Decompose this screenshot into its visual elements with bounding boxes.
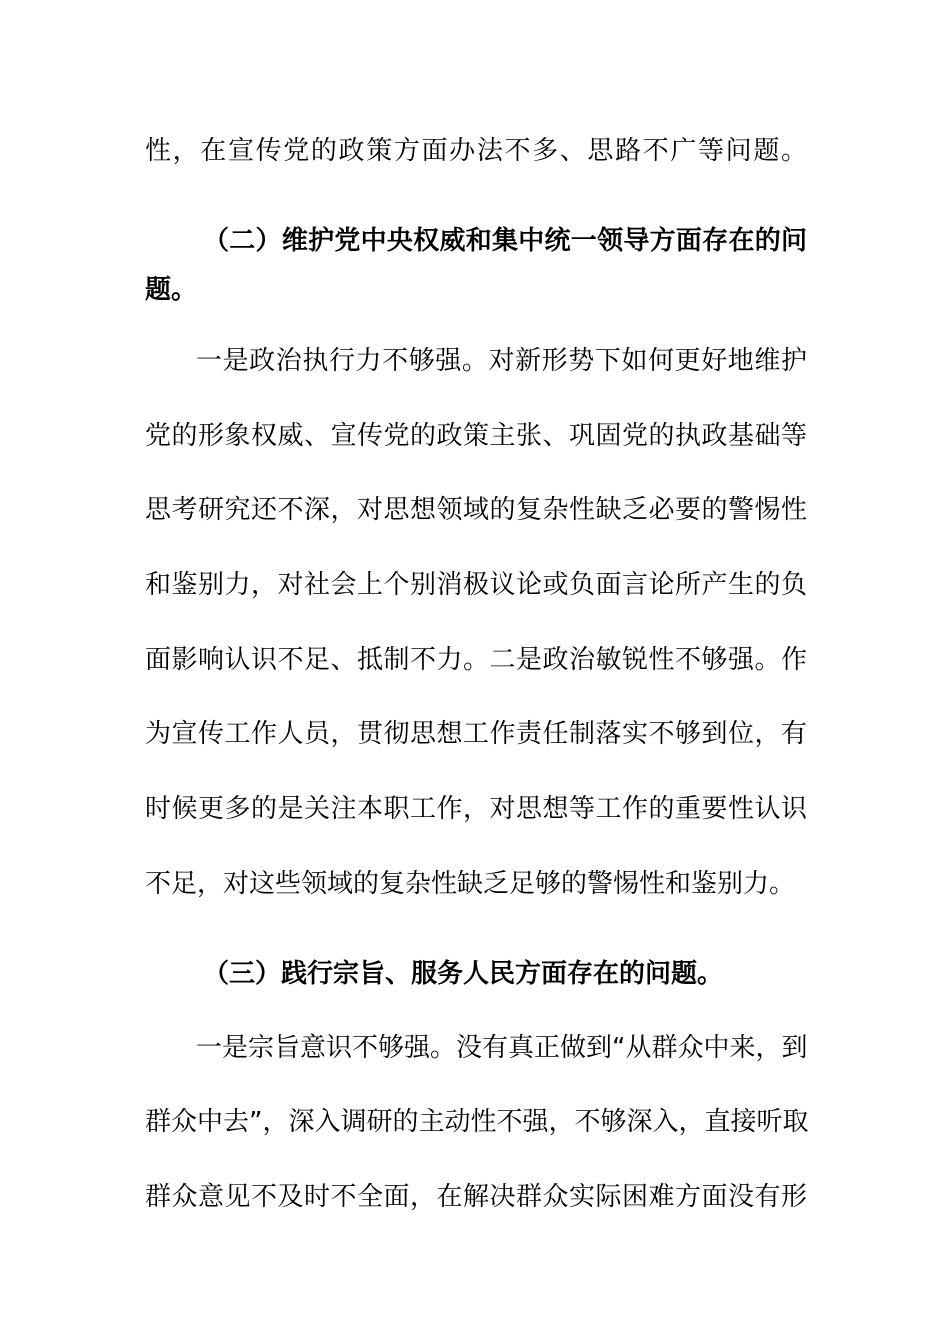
paragraph-2-line-8: 不足，对这些领域的复杂性缺乏足够的警惕性和鉴别力。 [145,869,796,899]
paragraph-2-line-3: 思考研究还不深，对思想领域的复杂性缺乏必要的警惕性 [145,495,807,525]
paragraph-2-line-4: 和鉴别力，对社会上个别消极议论或负面言论所产生的负 [145,570,807,600]
paragraph-3-line-1: 一是宗旨意识不够强。没有真正做到“从群众中来，到 [196,1033,808,1063]
paragraph-2-line-1: 一是政治执行力不够强。对新形势下如何更好地维护 [196,346,807,376]
paragraph-2-line-5: 面影响认识不足、抵制不力。二是政治敏锐性不够强。作 [145,645,807,675]
heading-2-line-2: 题。 [145,275,198,305]
heading-2-line-1: （二）维护党中央权威和集中统一领导方面存在的问 [203,226,807,256]
paragraph-2-line-6: 为宣传工作人员，贯彻思想工作责任制落实不够到位，有 [145,719,807,749]
paragraph-2-line-2: 党的形象权威、宣传党的政策主张、巩固党的执政基础等 [145,421,807,451]
paragraph-1-line-1: 性，在宣传党的政策方面办法不多、思路不广等问题。 [145,136,807,166]
paragraph-3-line-2: 群众中去”，深入调研的主动性不强，不够深入，直接听取 [145,1107,809,1137]
heading-3-line-1: （三）践行宗旨、服务人民方面存在的问题。 [203,959,724,989]
paragraph-2-line-7: 时候更多的是关注本职工作，对思想等工作的重要性认识 [145,794,807,824]
paragraph-3-line-3: 群众意见不及时不全面，在解决群众实际困难方面没有形 [145,1182,807,1212]
